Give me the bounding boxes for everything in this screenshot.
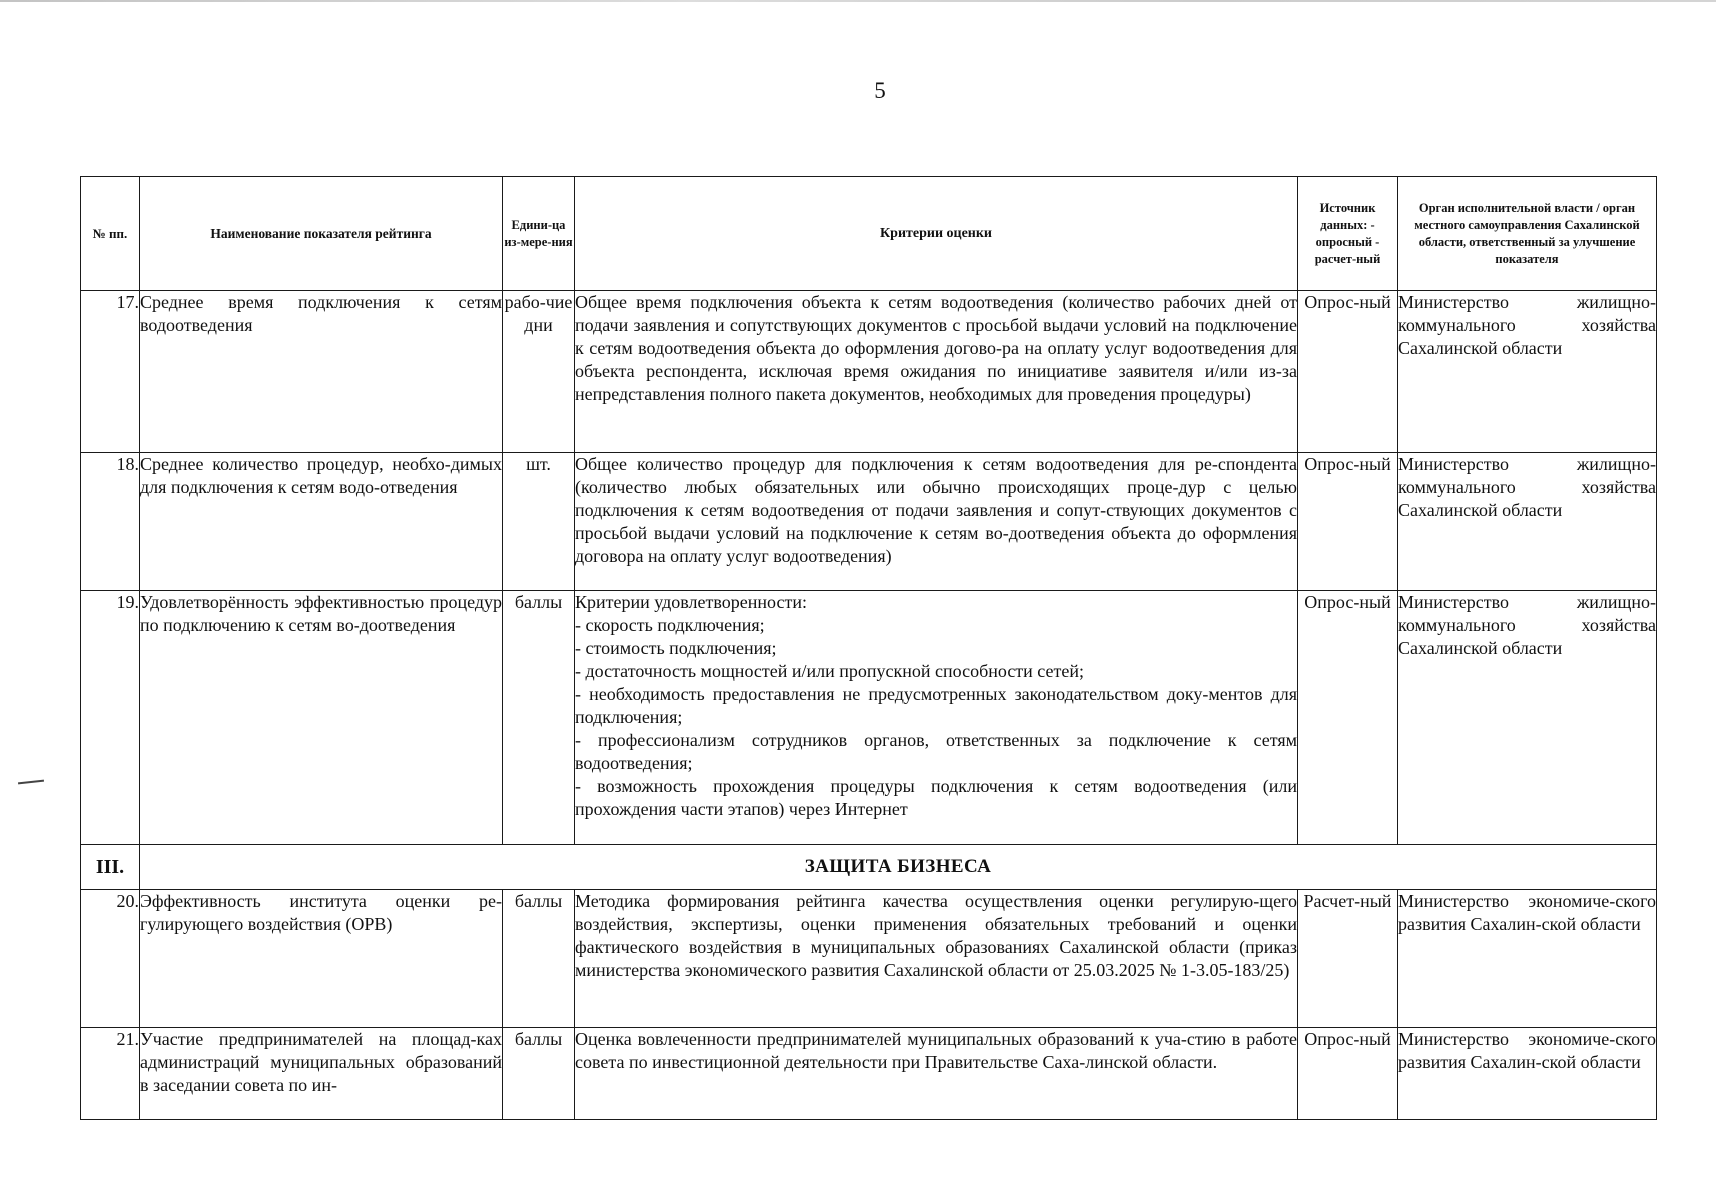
criteria-line: - достаточность мощностей и/или пропускной способности сетей;	[575, 661, 1084, 681]
indicator-name: Среднее время подключения к сетям водоотведения	[140, 291, 503, 453]
responsible-authority: Министерство жилищно-коммунального хозяйства Сахалинской области	[1398, 291, 1657, 453]
row-number: 19.	[81, 591, 140, 845]
page-number: 5	[874, 78, 886, 103]
table-row	[81, 1028, 1657, 1120]
row-number: 20.	[81, 890, 140, 1028]
row-number: 17.	[81, 291, 140, 453]
unit: шт.	[503, 453, 575, 591]
indicator-name: Участие предпринимателей на площад-ках администраций муниципальных образований в заседании совета по ин-	[140, 1028, 503, 1120]
criteria-line: - профессионализм сотрудников органов, ответственных за подключение к сетям водоотведения;	[575, 730, 1297, 773]
data-source: Опрос-ный	[1298, 453, 1398, 591]
criteria-line: - возможность прохождения процедуры подключения к сетям водоотведения (или прохождения части этапов) через Интернет	[575, 776, 1297, 819]
indicator-name: Эффективность института оценки ре-гулирующего воздействия (ОРВ)	[140, 890, 503, 1028]
header-data-source: Источник данных: - опросный - расчет-ный	[1298, 177, 1398, 291]
criteria-line: Критерии удовлетворенности:	[575, 592, 807, 612]
responsible-authority: Министерство жилищно-коммунального хозяйства Сахалинской области	[1398, 453, 1657, 591]
section-number: III.	[81, 845, 140, 890]
criteria-line: - необходимость предоставления не предусмотренных законодательством доку-ментов для подключения;	[575, 684, 1297, 727]
section-title: ЗАЩИТА БИЗНЕСА	[140, 845, 1657, 890]
table-row	[81, 291, 1657, 453]
scan-artifact-mark	[18, 780, 44, 785]
table-row	[81, 453, 1657, 591]
responsible-authority: Министерство жилищно-коммунального хозяйства Сахалинской области	[1398, 591, 1657, 845]
header-responsible-authority: Орган исполнительной власти / орган местного самоуправления Сахалинской области, ответственный за улучшение показателя	[1398, 177, 1657, 291]
indicator-name: Удовлетворённость эффективностью процедур по подключению к сетям во-доотведения	[140, 591, 503, 845]
row-number: 18.	[81, 453, 140, 591]
section-row	[81, 845, 1657, 890]
responsible-authority: Министерство экономиче-ского развития Сахалин-ской области	[1398, 1028, 1657, 1120]
criteria: Методика формирования рейтинга качества осуществления оценки регулирую-щего воздействия, экспертизы, оценки применения обязательных требований и оценки фактического воздействия в муниципальных образованиях Сахалинской области (приказ министерства экономического развития Сахалинской области от 25.03.2025 № 1-3.05-183/25)	[575, 890, 1298, 1028]
criteria: Общее время подключения объекта к сетям водоотведения (количество рабочих дней от подачи заявления и сопутствующих документов с просьбой выдачи условий на подключение к сетям водоотведения объекта до оформления догово-ра на оплату услуг водоотведения для объекта респондента, исключая время ожидания по инициативе заявителя и/или из-за непредставления полного пакета документов, необходимых для проведения процедуры)	[575, 291, 1298, 453]
data-source: Опрос-ный	[1298, 1028, 1398, 1120]
criteria-line: - скорость подключения;	[575, 615, 765, 635]
unit: рабо-чие дни	[503, 291, 575, 453]
row-number: 21.	[81, 1028, 140, 1120]
unit: баллы	[503, 591, 575, 845]
unit: баллы	[503, 890, 575, 1028]
table-row	[81, 591, 1657, 845]
header-indicator-name: Наименование показателя рейтинга	[140, 177, 503, 291]
data-source: Опрос-ный	[1298, 291, 1398, 453]
table-row	[81, 890, 1657, 1028]
scan-edge-line	[0, 0, 1716, 2]
criteria-line: - стоимость подключения;	[575, 638, 777, 658]
data-source: Опрос-ный	[1298, 591, 1398, 845]
table-header-row	[81, 177, 1657, 291]
indicator-name: Среднее количество процедур, необхо-димых для подключения к сетям водо-отведения	[140, 453, 503, 591]
rating-table	[80, 176, 1657, 1120]
criteria: Оценка вовлеченности предпринимателей муниципальных образований к уча-стию в работе совета по инвестиционной деятельности при Правительстве Саха-линской области.	[575, 1028, 1298, 1120]
header-number: № пп.	[81, 177, 140, 291]
header-criteria: Критерии оценки	[575, 177, 1298, 291]
responsible-authority: Министерство экономиче-ского развития Сахалин-ской области	[1398, 890, 1657, 1028]
data-source: Расчет-ный	[1298, 890, 1398, 1028]
unit: баллы	[503, 1028, 575, 1120]
criteria: Общее количество процедур для подключения к сетям водоотведения для ре-спондента (количество любых обязательных или обычно происходящих проце-дур с целью подключения к сетям водоотведения от подачи заявления и сопут-ствующих документов с просьбой выдачи условий на подключение к сетям во-доотведения объекта до оформления договора на оплату услуг водоотведения)	[575, 453, 1298, 591]
header-unit: Едини-ца из-мере-ния	[503, 177, 575, 291]
criteria	[575, 591, 1298, 845]
